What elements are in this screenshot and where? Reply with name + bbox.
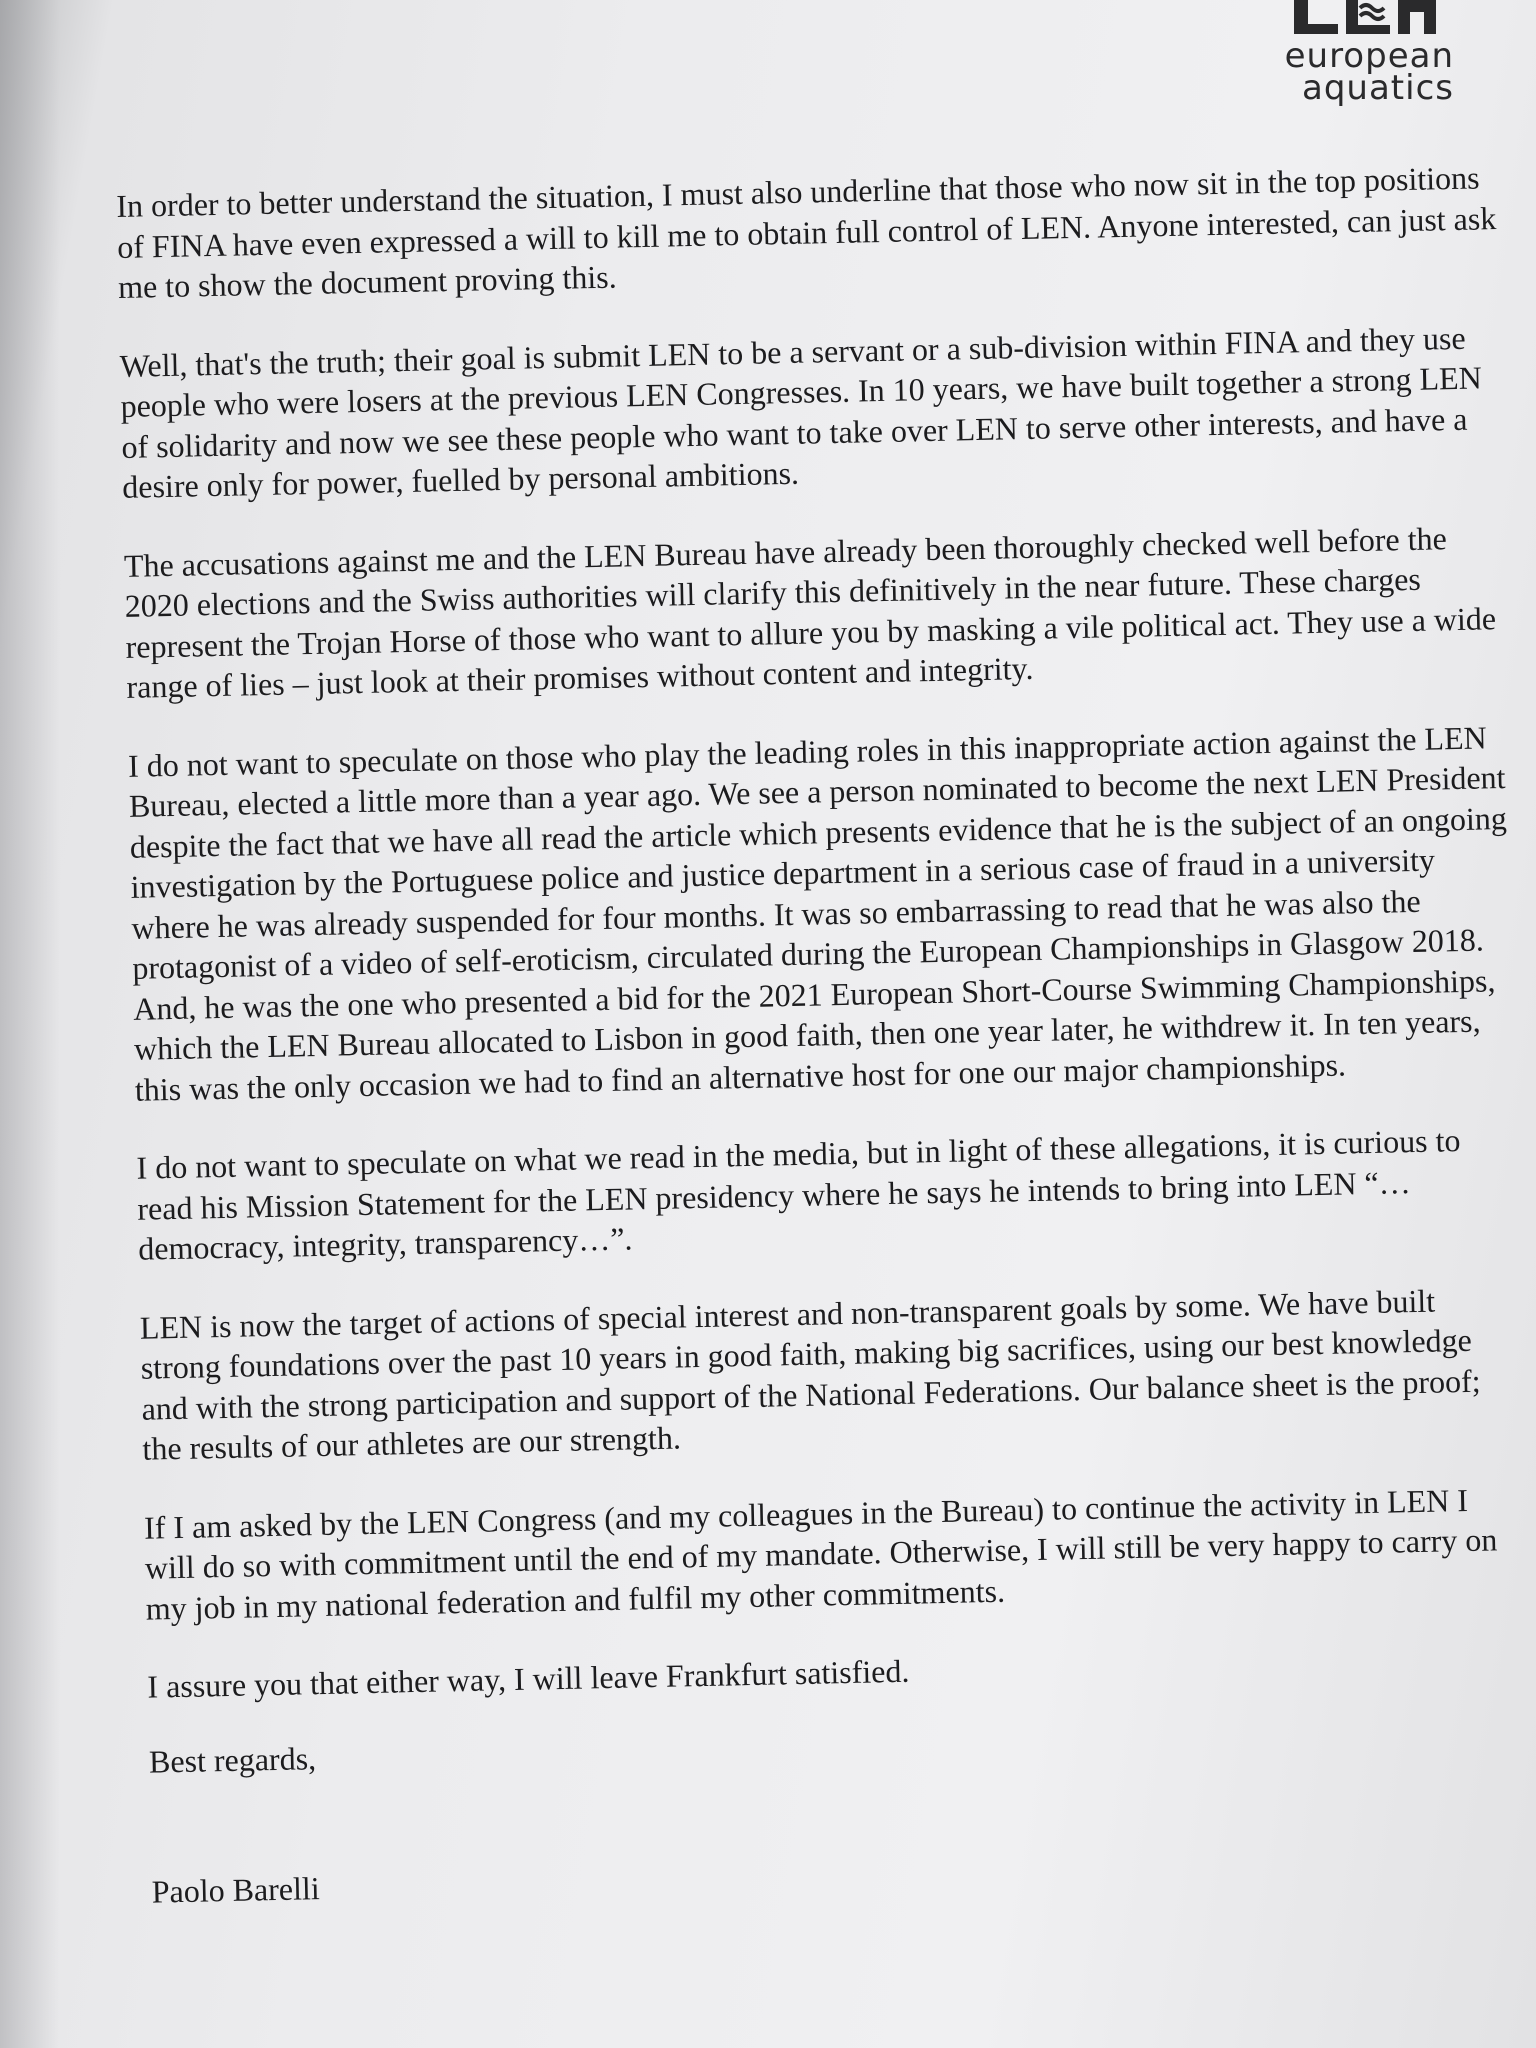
paragraph-5: I do not want to speculate on what we read in the media, but in light of these allegations, it is curious to read his Mission Statement for the LEN presidency where he says he intends to bring into LEN “…democracy, integrity, transparency…”. (136, 1122, 1461, 1267)
paragraph-2: Well, that's the truth; their goal is submit LEN to be a servant or a sub-division within FINA and they use people who were losers at the previous LEN Congresses. In 10 years, we have built together a strong LEN of solidarity and now we see these people who want to take over LEN to serve other interests, and have a desire only for power, fuelled by personal ambitions. (119, 319, 1483, 505)
paragraph-6: LEN is now the target of actions of special interest and non-transparent goals by some. We have built strong foundations over the past 10 years in good faith, making big sacrifices, using our best knowledge and with the strong participation and support of the National Federations. Our balance sheet is the proof; the results of our athletes are our strength. (139, 1282, 1481, 1467)
paragraph-4: I do not want to speculate on those who play the leading roles in this inappropriate action against the LEN Bureau, elected a little more than a year ago. We see a person nominated to become the next LEN President despite the fact that we have all read the article which presents evidence that he is the subject of an ongoing investigation by the Portuguese police and justice department in a serious case of fraud in a university where he was already suspended for four months. It was so embarrassing to read that he was also the protagonist of a video of self-eroticism, circulated during the European Championships in Glasgow 2018. And, he was the one who presented a bid for the 2021 European Short-Course Swimming Championships, which the LEN Bureau allocated to Lisbon in good faith, then one year later, he withdrew it. In ten years, this was the only occasion we had to find an alternative host for one our major championships. (127, 718, 1508, 1108)
page-edge-shadow (0, 0, 60, 2048)
closing-salutation: Best regards, (148, 1739, 317, 1780)
letter-body (116, 157, 1532, 1912)
paragraph-7: If I am asked by the LEN Congress (and my colleagues in the Bureau) to continue the activity in LEN I will do so with commitment until the end of my mandate. Otherwise, I will still be very happy to carry on my job in my national federation and fulfil my other commitments. (143, 1481, 1498, 1627)
len-logo-mark (1274, 0, 1454, 40)
paragraph-1: In order to better understand the situation, I must also underline that those who now sit in the top positions of FINA have even expressed a will to kill me to obtain full control of LEN. Anyone interested, can just ask me to show the document proving this. (116, 159, 1497, 305)
signature-name: Paolo Barelli (151, 1870, 321, 1910)
paragraph-3: The accusations against me and the LEN Bureau have already been thoroughly checked well before the 2020 elections and the Swiss authorities will clarify this definitively in the near future. These charges represent the Trojan Horse of those who want to allure you by masking a vile political act. They use a wide range of lies – just look at their promises without content and integrity. (123, 519, 1497, 705)
logo-text-aquatics: aquatics (1302, 68, 1454, 108)
logo-text-european: european (1284, 36, 1454, 76)
len-european-aquatics-logo (1264, 0, 1454, 108)
paragraph-8: I assure you that either way, I will leave Frankfurt satisfied. (147, 1652, 910, 1705)
